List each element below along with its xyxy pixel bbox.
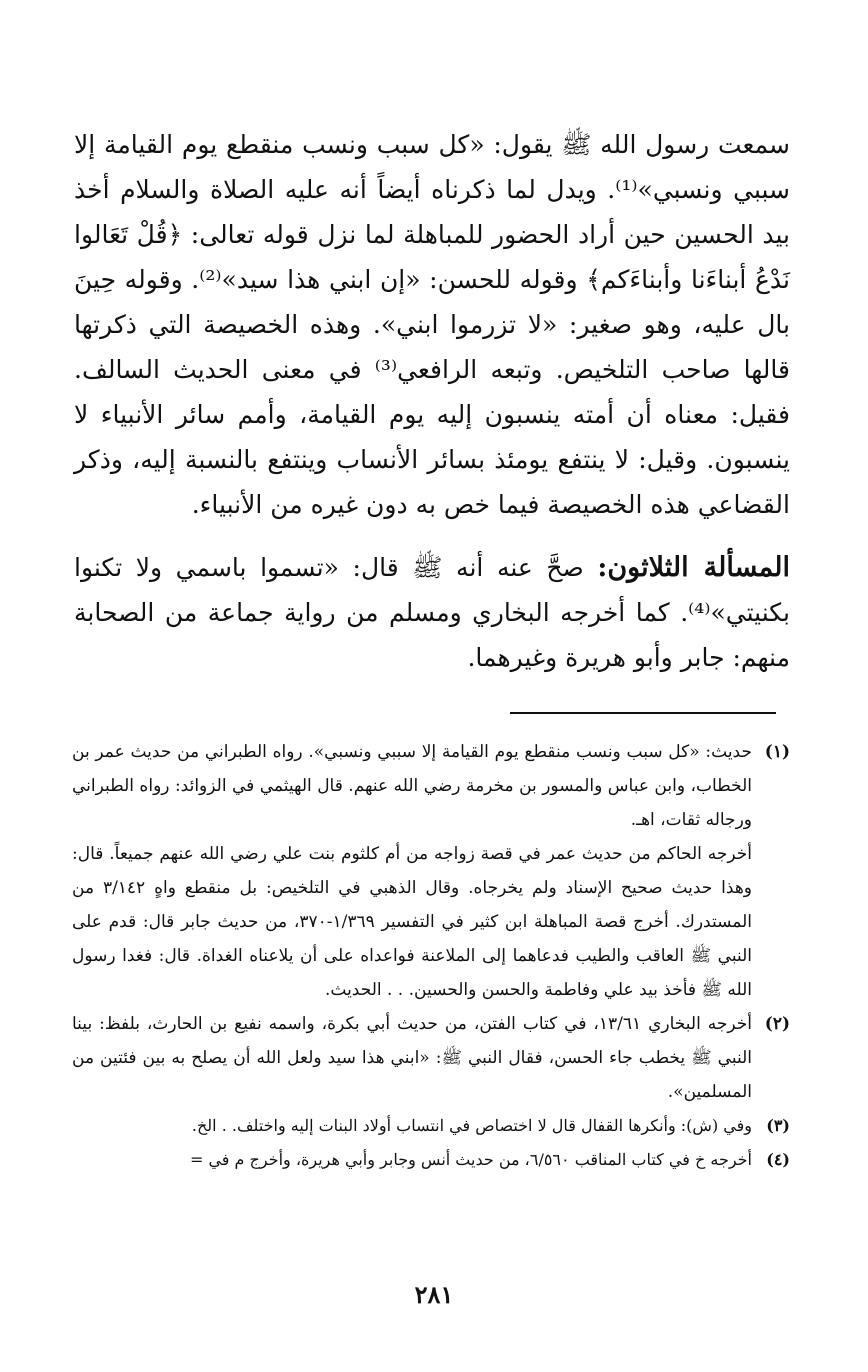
footnote-separator	[510, 712, 776, 714]
paragraph-1: سمعت رسول الله ﷺ يقول: «كل سبب ونسب منقطع يوم القيامة إلا سببي ونسبي»⁽¹⁾. ويدل لما ذكرناه أيضاً أنه عليه الصلاة والسلام أخذ بيد الحسين حين أراد الحضور للمباهلة لما نزل قوله تعالى: ﴿قُلْ تَعَالوا نَدْعُ أبناءَنا وأبناءَكم﴾ وقوله للحسن: «إن ابني هذا سيد»⁽²⁾. وقوله حِينَ بال عليه، وهو صغير: «لا تزرموا ابني». وهذه الخصيصة التي ذكرتها قالها صاحب التلخيص. وتبعه الرافعي⁽³⁾ في معنى الحديث السالف. فقيل: معناه أن أمته ينسبون إليه يوم القيامة، وأمم سائر الأنبياء لا ينسبون. وقيل: لا ينتفع يومئذ بسائر الأنساب وينتفع بالنسبة إليه، وذكر القضاعي هذه الخصيصة فيما خص به دون غيره من الأنبياء.	[74, 130, 791, 519]
page-number: ٢٨١	[414, 1280, 454, 1309]
section-heading: المسألة الثلاثون:	[597, 552, 790, 583]
footnote-1	[72, 735, 790, 1007]
footnote-number: (١)	[764, 742, 790, 762]
footnote-3-text: وفي (ش): وأنكرها القفال قال لا اختصاص في انتساب أولاد البنات إليه واختلف. . الخ.	[191, 1116, 752, 1135]
main-text	[74, 122, 790, 680]
footnote-1-text-a: حديث: «كل سبب ونسب منقطع يوم القيامة إلا سببي ونسبي». رواه الطبراني من حديث عمر بن الخطاب، وابن عباس والمسور بن مخرمة رضي الله عنهم. قال الهيثمي في الزوائد: رواه الطبراني ورجاله ثقات، اهـ.	[72, 742, 752, 830]
footnote-4-text: أخرجه خ في كتاب المناقب ٦/٥٦٠، من حديث أنس وجابر وأبي هريرة، وأخرج م في =	[189, 1150, 752, 1169]
footnotes	[72, 735, 790, 1177]
paragraph-2-text: صحَّ عنه أنه ﷺ قال: «تسموا باسمي ولا تكنوا بكنيتي»⁽⁴⁾. كما أخرجه البخاري ومسلم من رواية جماعة من الصحابة منهم: جابر وأبو هريرة وغيرهما.	[74, 553, 790, 672]
footnote-number: (٤)	[766, 1150, 790, 1169]
footnote-3	[72, 1109, 790, 1143]
footnote-4	[72, 1143, 790, 1177]
footnote-number: (٢)	[764, 1014, 790, 1034]
footnote-2-text: أخرجه البخاري ١٣/٦١، في كتاب الفتن، من حديث أبي بكرة، واسمه نفيع بن الحارث، بلفظ: بينا النبي ﷺ يخطب جاء الحسن، فقال النبي ﷺ: «ابني هذا سيد ولعل الله أن يصلح به بين فئتين من المسلمين».	[72, 1014, 752, 1102]
footnote-2	[72, 1007, 790, 1109]
paragraph-2	[74, 545, 790, 680]
footnote-1-text-b: أخرجه الحاكم من حديث عمر في قصة زواجه من أم كلثوم بنت علي رضي الله عنهم جميعاً. قال: وهذا حديث صحيح الإسناد ولم يخرجاه. وقال الذهبي في التلخيص: بل منقطع واهٍ ٣/١٤٢ من المستدرك. أخرج قصة المباهلة ابن كثير في التفسير ١/٣٦٩-٣٧٠، من حديث جابر قال: قدم على النبي ﷺ العاقب والطيب فدعاهما إلى الملاعنة فواعداه على أن يلاعناه الغداة. قال: فغدا رسول الله ﷺ فأخذ بيد علي وفاطمة والحسن والحسين. . . الحديث.	[72, 844, 753, 1000]
footnote-number: (٣)	[766, 1116, 790, 1135]
